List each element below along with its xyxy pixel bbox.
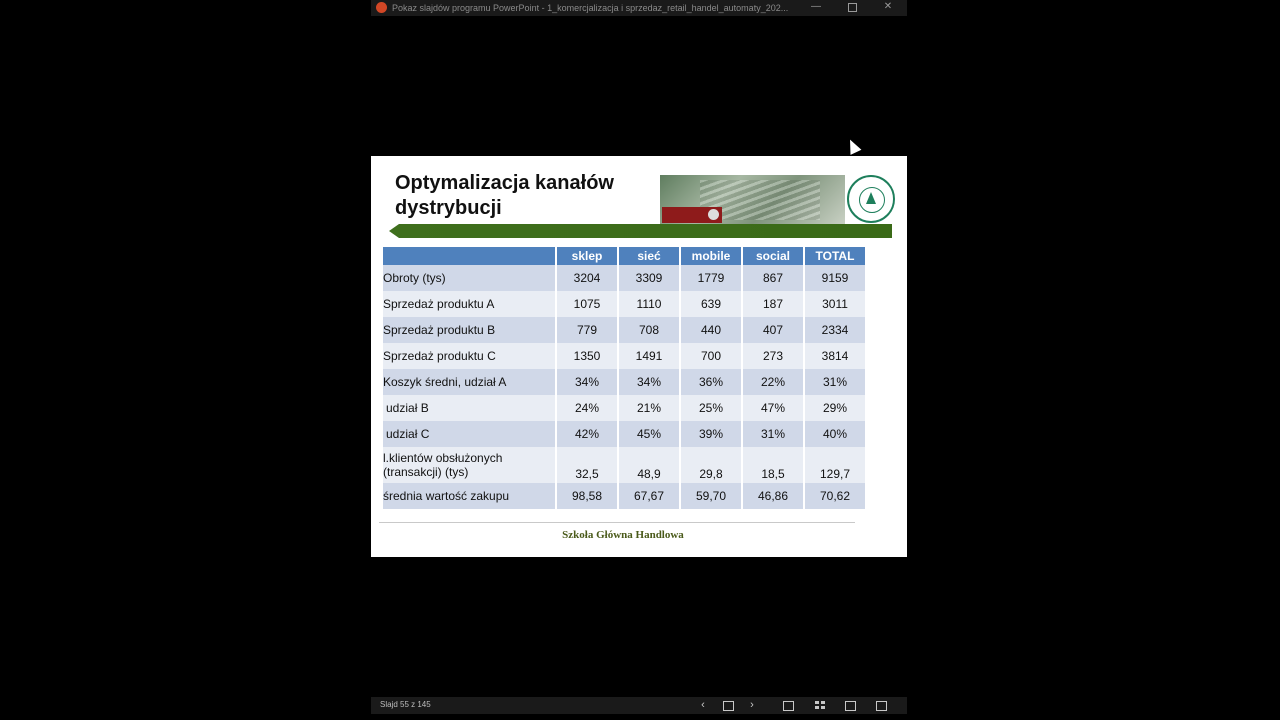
table-cell: 3309 xyxy=(619,265,679,291)
close-button[interactable]: ✕ xyxy=(883,1,893,12)
table-cell: 48,9 xyxy=(619,447,679,483)
grid-icon xyxy=(815,701,825,709)
table-cell: 31% xyxy=(805,369,865,395)
table-cell: 47% xyxy=(743,395,803,421)
slide-title-line1: Optymalizacja kanałów xyxy=(395,172,614,194)
maximize-button[interactable] xyxy=(837,0,867,16)
title-bar xyxy=(371,0,907,16)
table-cell: 700 xyxy=(681,343,741,369)
table-cell: 31% xyxy=(743,421,803,447)
table-header-cell: TOTAL xyxy=(805,247,865,265)
ship-icon xyxy=(866,192,876,204)
table-row xyxy=(383,421,865,447)
row-label: udział B xyxy=(383,395,555,421)
table-cell: 45% xyxy=(619,421,679,447)
notes-icon xyxy=(723,701,734,711)
table-cell: 1075 xyxy=(557,291,617,317)
table-cell: 40% xyxy=(805,421,865,447)
row-label: Koszyk średni, udział A xyxy=(383,369,555,395)
table-header-row xyxy=(383,247,865,265)
slideshow-toolbar xyxy=(371,697,907,714)
table-cell: 36% xyxy=(681,369,741,395)
table-row xyxy=(383,395,865,421)
table-cell: 32,5 xyxy=(557,447,617,483)
table-cell: 24% xyxy=(557,395,617,421)
table-header-cell: mobile xyxy=(681,247,741,265)
slideshow-window xyxy=(371,0,907,720)
row-label: Sprzedaż produktu B xyxy=(383,317,555,343)
slideshow-view-button[interactable] xyxy=(874,699,888,712)
green-bar-decoration xyxy=(399,224,892,238)
projector-icon xyxy=(876,701,887,711)
table-row xyxy=(383,291,865,317)
table-cell: 407 xyxy=(743,317,803,343)
table-cell: 18,5 xyxy=(743,447,803,483)
table-cell: 21% xyxy=(619,395,679,421)
normal-view-icon xyxy=(783,701,794,711)
row-label: Sprzedaż produktu A xyxy=(383,291,555,317)
row-label-line1: l.klientów obsłużonych xyxy=(383,451,503,465)
table-cell: 273 xyxy=(743,343,803,369)
table-cell: 59,70 xyxy=(681,483,741,509)
table-cell: 867 xyxy=(743,265,803,291)
table-cell: 67,67 xyxy=(619,483,679,509)
table-cell: 1491 xyxy=(619,343,679,369)
row-label: średnia wartość zakupu xyxy=(383,483,555,509)
table-header-cell: social xyxy=(743,247,803,265)
table-cell: 70,62 xyxy=(805,483,865,509)
slide-title xyxy=(395,171,665,221)
row-label xyxy=(383,447,555,483)
table-header-cell: sklep xyxy=(557,247,617,265)
table-header-cell xyxy=(383,247,555,265)
table-cell: 34% xyxy=(619,369,679,395)
table-row xyxy=(383,343,865,369)
table-cell: 779 xyxy=(557,317,617,343)
table-cell: 708 xyxy=(619,317,679,343)
window-title: Pokaz slajdów programu PowerPoint - 1_komercjalizacja i sprzedaz_retail_handel_automaty_202... xyxy=(392,3,789,13)
minimize-button[interactable]: — xyxy=(811,1,821,12)
previous-slide-button[interactable]: ‹ xyxy=(701,699,705,711)
slide-footer: Szkoła Główna Handlowa xyxy=(562,529,684,541)
table-cell: 2334 xyxy=(805,317,865,343)
normal-view-button[interactable] xyxy=(781,699,795,712)
table-row xyxy=(383,483,865,509)
row-label: Obroty (tys) xyxy=(383,265,555,291)
row-label: udział C xyxy=(383,421,555,447)
notes-button[interactable] xyxy=(721,699,735,712)
table-cell: 3204 xyxy=(557,265,617,291)
slide-counter: Slajd 55 z 145 xyxy=(380,700,431,709)
powerpoint-icon xyxy=(376,2,387,13)
table-row xyxy=(383,447,865,483)
maximize-icon xyxy=(848,3,857,12)
table-row xyxy=(383,317,865,343)
banner-image xyxy=(660,175,845,225)
table-row xyxy=(383,265,865,291)
footer-divider xyxy=(379,522,855,523)
table-cell: 39% xyxy=(681,421,741,447)
table-cell: 440 xyxy=(681,317,741,343)
book-icon xyxy=(845,701,856,711)
table-cell: 46,86 xyxy=(743,483,803,509)
table-cell: 1110 xyxy=(619,291,679,317)
green-arrow-decoration xyxy=(389,224,399,238)
table-cell: 29% xyxy=(805,395,865,421)
slide[interactable] xyxy=(371,156,907,557)
table-cell: 3814 xyxy=(805,343,865,369)
table-header-cell: sieć xyxy=(619,247,679,265)
data-table xyxy=(381,247,867,509)
table-cell: 42% xyxy=(557,421,617,447)
table-cell: 129,7 xyxy=(805,447,865,483)
table-cell: 3011 xyxy=(805,291,865,317)
table-cell: 22% xyxy=(743,369,803,395)
table-cell: 9159 xyxy=(805,265,865,291)
row-label-line2: (transakcji) (tys) xyxy=(383,465,469,479)
reading-view-button[interactable] xyxy=(843,699,857,712)
slide-title-line2: dystrybucji xyxy=(395,197,502,219)
table-cell: 1350 xyxy=(557,343,617,369)
table-cell: 29,8 xyxy=(681,447,741,483)
row-label: Sprzedaż produktu C xyxy=(383,343,555,369)
university-seal-logo xyxy=(847,175,895,223)
slide-sorter-button[interactable] xyxy=(813,699,827,712)
table-cell: 187 xyxy=(743,291,803,317)
table-row xyxy=(383,369,865,395)
next-slide-button[interactable]: › xyxy=(750,699,754,711)
table-cell: 1779 xyxy=(681,265,741,291)
table-cell: 34% xyxy=(557,369,617,395)
table-cell: 25% xyxy=(681,395,741,421)
table-cell: 98,58 xyxy=(557,483,617,509)
table-cell: 639 xyxy=(681,291,741,317)
banner-red-label xyxy=(662,207,722,223)
